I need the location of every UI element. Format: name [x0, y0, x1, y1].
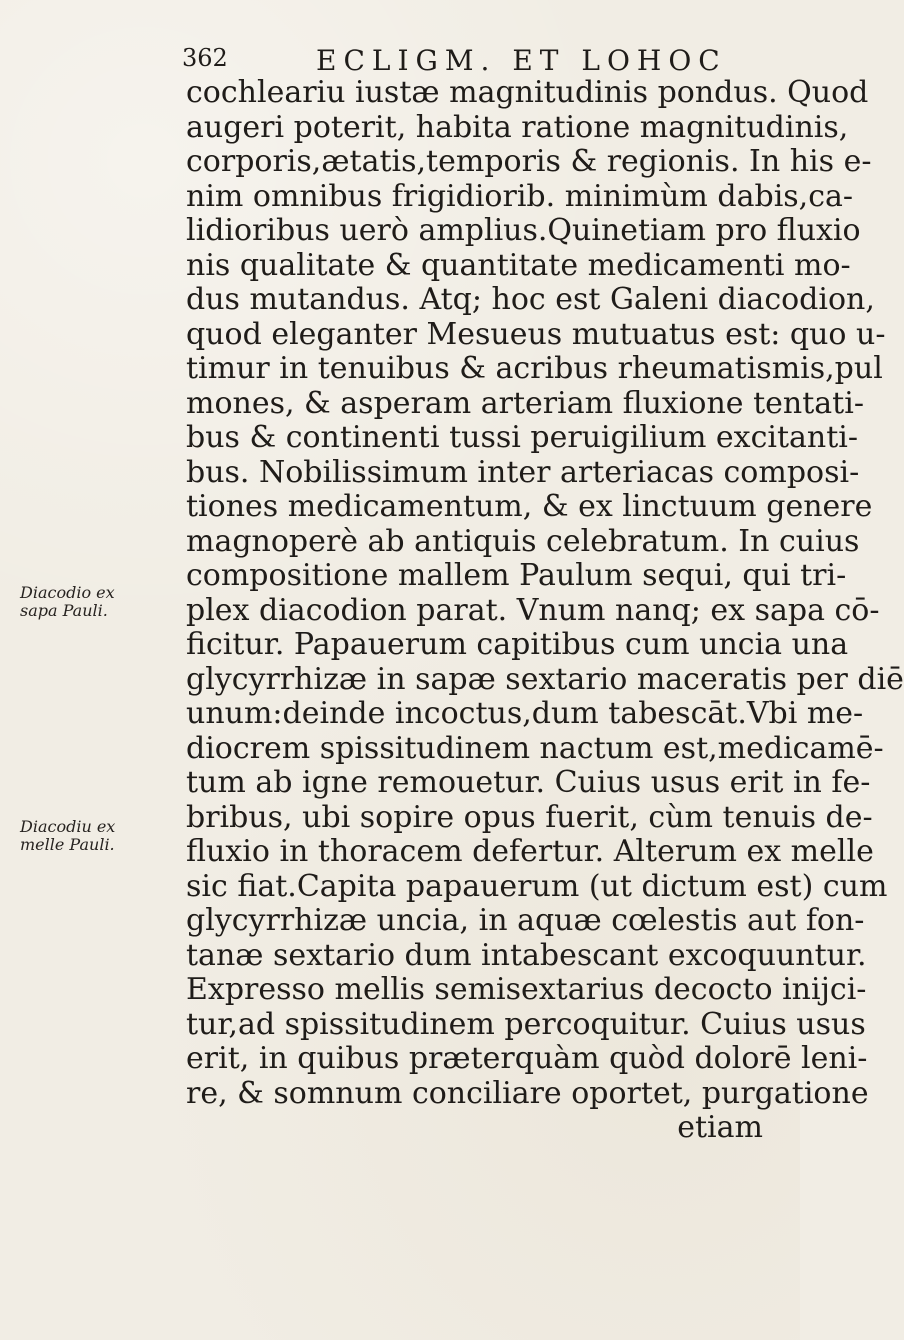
text-line: tiones medicamentum, & ex linctuum genere: [186, 489, 873, 524]
text-line: lidioribus uerò amplius.Quinetiam pro fluxio: [186, 213, 861, 248]
text-line: erit, in quibus præterquàm quòd dolorē leni-: [186, 1041, 868, 1076]
text-line: bus. Nobilissimum inter arteriacas composi-: [186, 454, 860, 490]
text-line: plex diacodion parat. Vnum nanq; ex sapa cō-: [186, 592, 880, 628]
text-line: mones, & asperam arteriam fluxione tentati-: [186, 385, 864, 421]
text-line: unum:deinde incoctus,dum tabescāt.Vbi me-: [186, 696, 864, 731]
main-text-block: [186, 75, 904, 1146]
text-line: ficitur. Papauerum capitibus cum uncia una: [186, 627, 849, 662]
catchword: etiam: [677, 1110, 763, 1145]
text-line: cochleariu iustæ magnitudinis pondus. Quod: [186, 75, 869, 110]
text-line: Expresso mellis semisextarius decocto inijci-: [186, 972, 867, 1007]
marginal-note-diacodion-melle: [20, 818, 180, 854]
text-line: sic fiat.Capita papauerum (ut dictum est) cum: [186, 868, 888, 904]
text-line: nis qualitate & quantitate medicamenti mo-: [186, 247, 851, 283]
marginal-note-diacodion-sapa: [20, 584, 180, 620]
text-line: quod eleganter Mesueus mutuatus est: quo u-: [186, 316, 886, 352]
text-line: bus & continenti tussi peruigilium excitanti-: [186, 420, 859, 455]
text-line: compositione mallem Paulum sequi, qui tri-: [186, 558, 847, 593]
text-line: re, & somnum conciliare oportet, purgatione: [186, 1075, 869, 1111]
text-line: augeri poterit, habita ratione magnitudinis,: [186, 109, 849, 145]
text-line: tanæ sextario dum intabescant excoquuntur.: [186, 937, 867, 973]
marginal-note-line: Diacodio ex: [20, 583, 115, 602]
text-line: tum ab igne remouetur. Cuius usus erit in fe-: [186, 765, 871, 800]
running-title: ECLIGM. ET LOHOC: [316, 44, 727, 77]
marginal-note-line: Diacodiu ex: [20, 817, 116, 836]
text-line: nim omnibus frigidiorib. minimùm dabis,ca-: [186, 178, 854, 214]
page-number: 362: [182, 44, 228, 72]
text-line: dus mutandus. Atq; hoc est Galeni diacodion,: [186, 282, 875, 317]
text-line: diocrem spissitudinem nactum est,medicamē-: [186, 730, 884, 766]
marginal-note-line: sapa Pauli.: [20, 601, 108, 620]
text-line: magnoperè ab antiquis celebratum. In cuius: [186, 523, 860, 559]
text-line: tur,ad spissitudinem percoquitur. Cuius usus: [186, 1006, 866, 1042]
text-line: corporis,ætatis,temporis & regionis. In his e-: [186, 144, 872, 179]
text-line: fluxio in thoracem defertur. Alterum ex melle: [186, 834, 874, 869]
text-line: glycyrrhizæ uncia, in aquæ cœlestis aut fon-: [186, 903, 865, 938]
text-line: timur in tenuibus & acribus rheumatismis,pul: [186, 351, 883, 386]
text-line: glycyrrhizæ in sapæ sextario maceratis per diē: [186, 661, 904, 697]
marginal-note-line: melle Pauli.: [20, 835, 115, 854]
text-line: bribus, ubi sopire opus fuerit, cùm tenuis de-: [186, 799, 873, 835]
